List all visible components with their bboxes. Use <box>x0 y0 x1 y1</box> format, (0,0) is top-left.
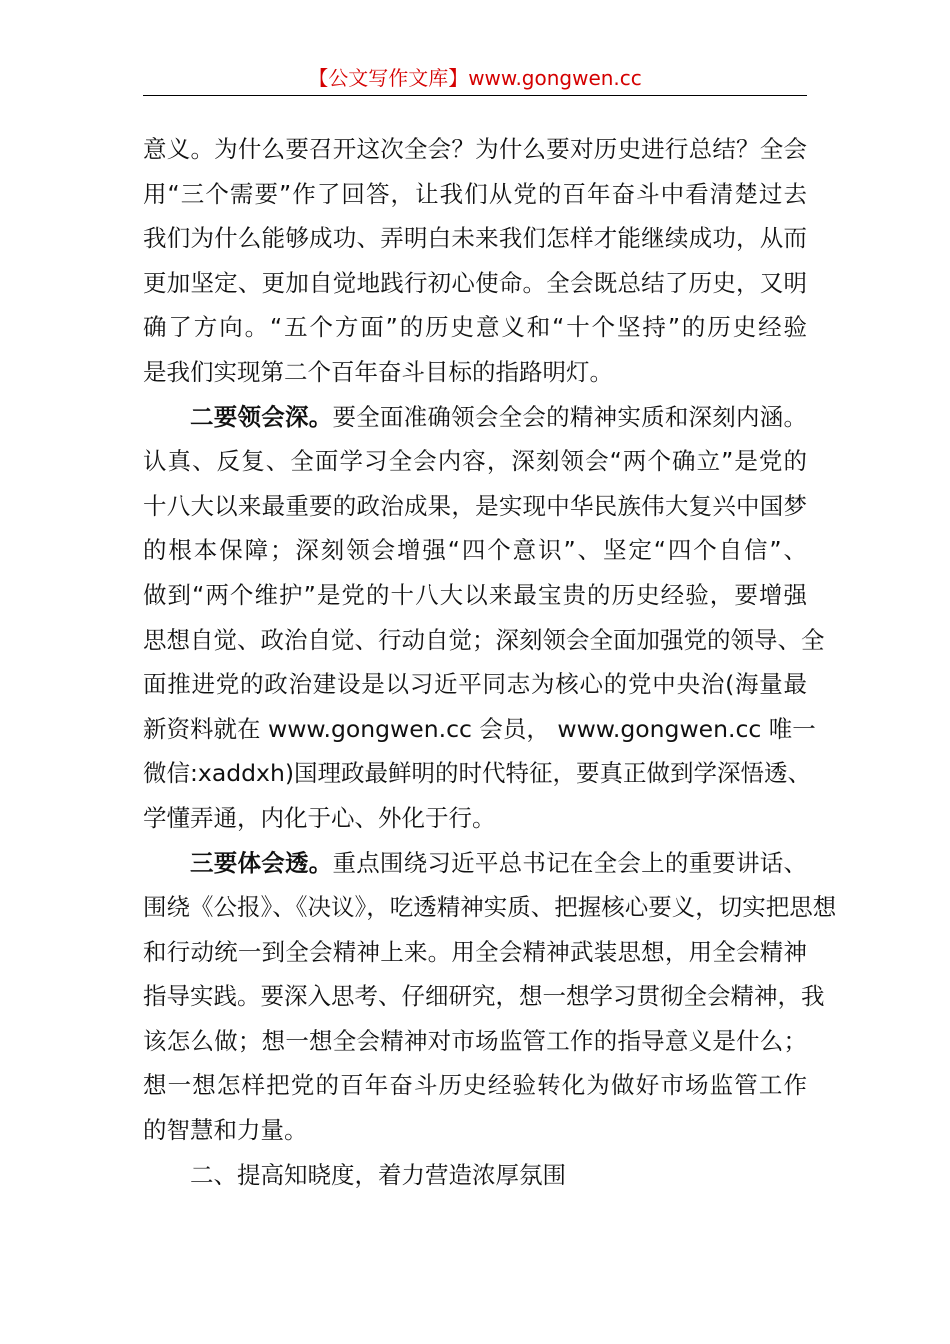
paragraph-line: 我们为什么能够成功、弄明白未来我们怎样才能继续成功，从而 <box>143 224 807 253</box>
paragraph-line: 围绕《公报》、《决议》，吃透精神实质、把握核心要义，切实把思想 <box>143 893 837 922</box>
section-heading: 二、提高知晓度，着力营造浓厚氛围 <box>190 1160 566 1189</box>
paragraph-text: 要全面准确领会全会的精神实质和深刻内涵。 <box>332 402 808 431</box>
paragraph-heading: 二要领会深。 <box>190 402 333 431</box>
paragraph-line: 思想自觉、政治自觉、行动自觉；深刻领会全面加强党的领导、全 <box>143 625 825 654</box>
paragraph-line: 做到“两个维护”是党的十八大以来最宝贵的历史经验，要增强 <box>143 580 807 609</box>
paragraph-line: 是我们实现第二个百年奋斗目标的指路明灯。 <box>143 357 613 386</box>
paragraph-line: 十八大以来最重要的政治成果，是实现中华民族伟大复兴中国梦 <box>143 491 807 520</box>
paragraph-line: 的根本保障；深刻领会增强“四个意识”、坚定“四个自信”、 <box>143 536 807 565</box>
paragraph-line: 认真、反复、全面学习全会内容，深刻领会“两个确立”是党的 <box>143 447 807 476</box>
paragraph-line: 指导实践。要深入思考、仔细研究，想一想学习贯彻全会精神，我 <box>143 982 825 1011</box>
paragraph-first-line <box>143 395 807 440</box>
page-header: 【公文写作文库】www.gongwen.cc <box>308 66 642 90</box>
paragraph-line: 意义。为什么要召开这次全会？为什么要对历史进行总结？全会 <box>143 135 807 163</box>
paragraph-line: 微信:xaddxh)国理政最鲜明的时代特征，要真正做到学深悟透、 <box>143 759 812 788</box>
paragraph-line: 和行动统一到全会精神上来。用全会精神武装思想，用全会精神 <box>143 937 807 966</box>
paragraph-line: 新资料就在 www.gongwen.cc 会员， www.gongwen.cc 唯一 <box>143 714 816 743</box>
paragraph-line: 更加坚定、更加自觉地践行初心使命。全会既总结了历史，又明 <box>143 268 807 297</box>
paragraph-text: 重点围绕习近平总书记在全会上的重要讲话、 <box>332 848 808 877</box>
paragraph-line: 学懂弄通，内化于心、外化于行。 <box>143 803 496 832</box>
header-divider <box>143 95 807 96</box>
paragraph-first-line <box>143 841 807 886</box>
paragraph-line: 的智慧和力量。 <box>143 1116 308 1145</box>
paragraph-line: 用“三个需要”作了回答，让我们从党的百年奋斗中看清楚过去 <box>143 179 807 208</box>
paragraph-line: 确了方向。“五个方面”的历史意义和“十个坚持”的历史经验 <box>143 313 807 342</box>
paragraph-line: 想一想怎样把党的百年奋斗历史经验转化为做好市场监管工作 <box>143 1071 807 1100</box>
paragraph-line: 面推进党的政治建设是以习近平同志为核心的党中央治(海量最 <box>143 670 807 699</box>
document-body <box>143 127 837 1197</box>
paragraph-line: 该怎么做；想一想全会精神对市场监管工作的指导意义是什么； <box>143 1026 807 1055</box>
paragraph-heading: 三要体会透。 <box>190 848 333 877</box>
